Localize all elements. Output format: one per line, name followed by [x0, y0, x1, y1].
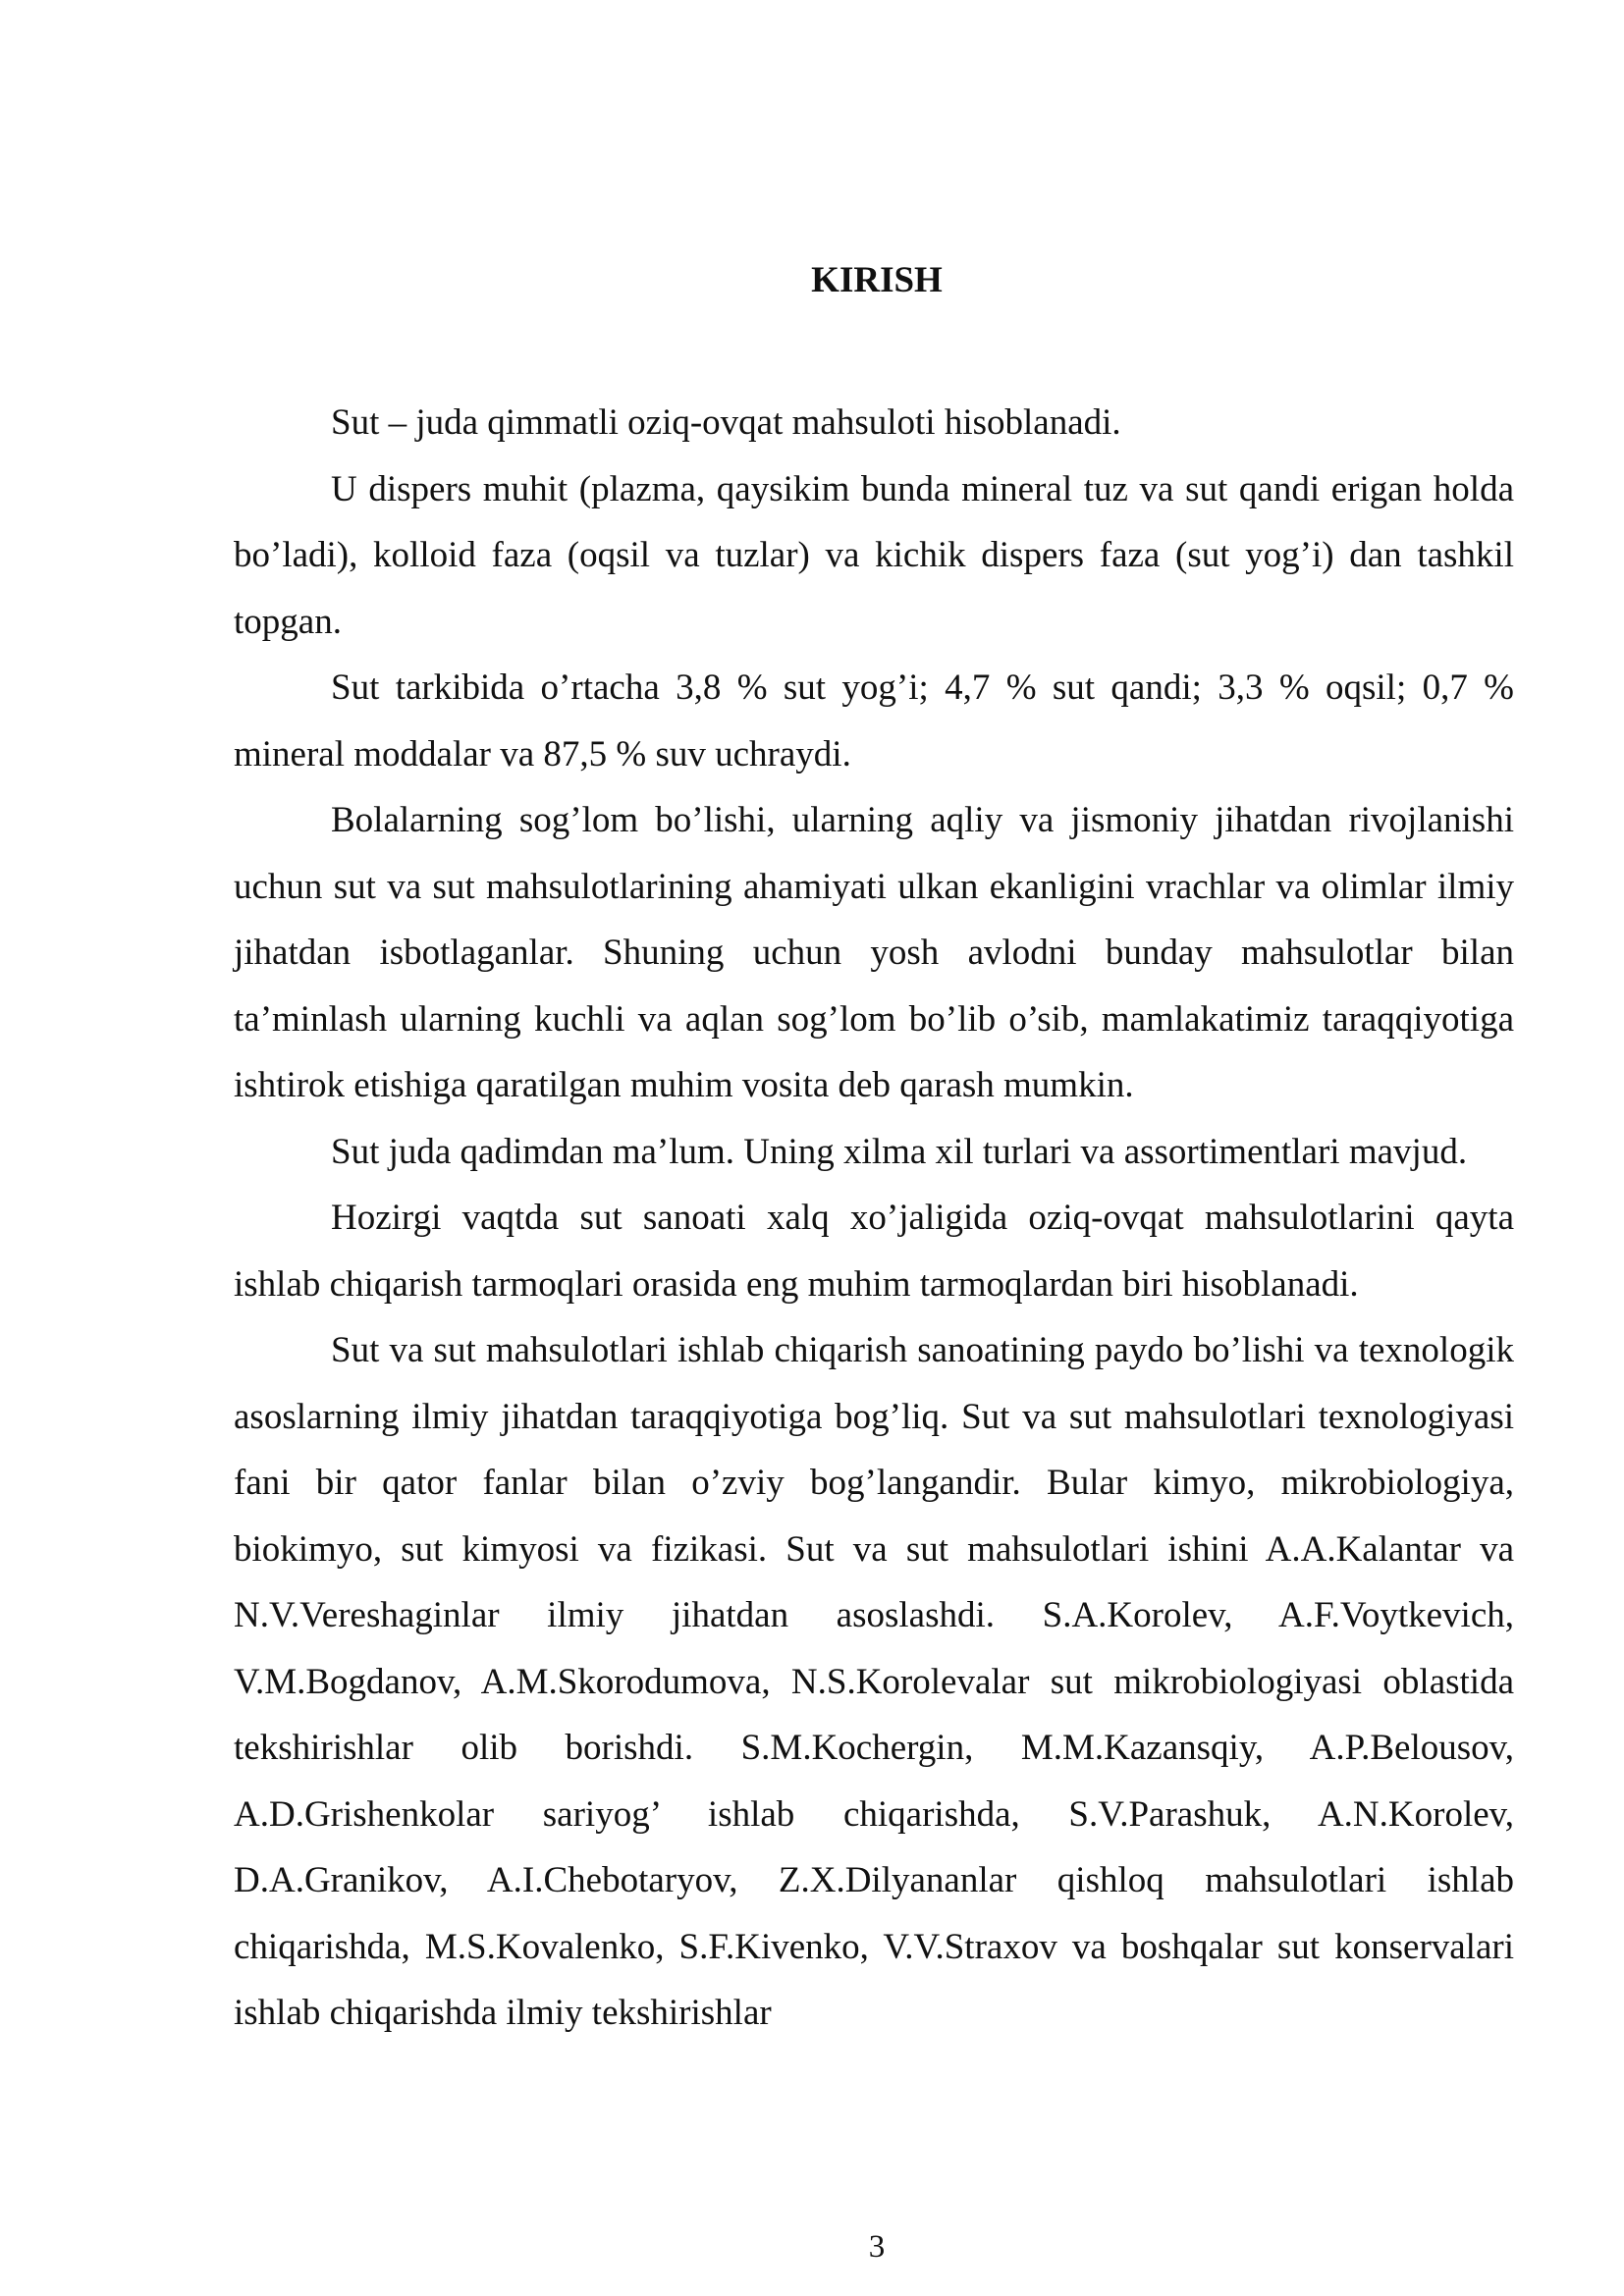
page-number: 3 [868, 2229, 886, 2265]
paragraph-7: Sut va sut mahsulotlari ishlab chiqarish sanoatining paydo bo’lishi va texnologik asoslarning ilmiy jihatdan taraqqiyotiga bog’liq. Sut va sut mahsulotlari texnologiyasi fani bir qator fanlar bilan o’zviy bog’langandir. Bular kimyo, mikrobiologiya, biokimyo, sut kimyosi va fizikasi. Sut va sut mahsulotlari ishini A.A.Kalantar va N.V.Vereshaginlar ilmiy jihatdan asoslashdi. S.A.Korolev, A.F.Voytkevich, V.M.Bogdanov, A.M.Skorodumova, N.S.Korolevalar sut mikrobiologiyasi oblastida tekshirishlar olib borishdi. S.M.Kochergin, M.M.Kazansqiy, A.P.Belousov, A.D.Grishenkolar sariyog’ ishlab chiqarishda, S.V.Parashuk, A.N.Korolev, D.A.Granikov, A.I.Chebotaryov, Z.X.Dilyananlar qishloq mahsulotlari ishlab chiqarishda, M.S.Kovalenko, S.F.Kivenko, V.V.Straxov va boshqalar sut konservalari ishlab chiqarishda ilmiy tekshirishlar [234, 1330, 1514, 2033]
paragraph-6: Hozirgi vaqtda sut sanoati xalq xo’jaligida oziq-ovqat mahsulotlarini qayta ishlab chiqarish tarmoqlari orasida eng muhim tarmoqlardan biri hisoblanadi. [234, 1198, 1514, 1305]
paragraph-1: Sut – juda qimmatli oziq-ovqat mahsuloti hisoblanadi. [331, 402, 1121, 443]
document-body [234, 390, 1514, 2047]
paragraph-4: Bolalarning sog’lom bo’lishi, ularning aqliy va jismoniy jihatdan rivojlanishi uchun sut va sut mahsulotlarining ahamiyati ulkan ekanligini vrachlar va olimlar ilmiy jihatdan isbotlaganlar. Shuning uchun yosh avlodni bunday mahsulotlar bilan ta’minlash ularning kuchli va aqlan sog’lom bo’lib o’sib, mamlakatimiz taraqqiyotiga ishtirok etishiga qaratilgan muhim vosita deb qarash mumkin. [234, 800, 1514, 1105]
paragraph-2: U dispers muhit (plazma, qaysikim bunda mineral tuz va sut qandi erigan holda bo’ladi), kolloid faza (oqsil va tuzlar) va kichik dispers faza (sut yog’i) dan tashkil topgan. [234, 468, 1514, 642]
paragraph-3: Sut tarkibida o’rtacha 3,8 % sut yog’i; 4,7 % sut qandi; 3,3 % oqsil; 0,7 % mineral moddalar va 87,5 % suv uchraydi. [234, 667, 1514, 774]
page-title: KIRISH [811, 260, 943, 300]
paragraph-5: Sut juda qadimdan ma’lum. Uning xilma xil turlari va assortimentlari mavjud. [331, 1131, 1468, 1172]
